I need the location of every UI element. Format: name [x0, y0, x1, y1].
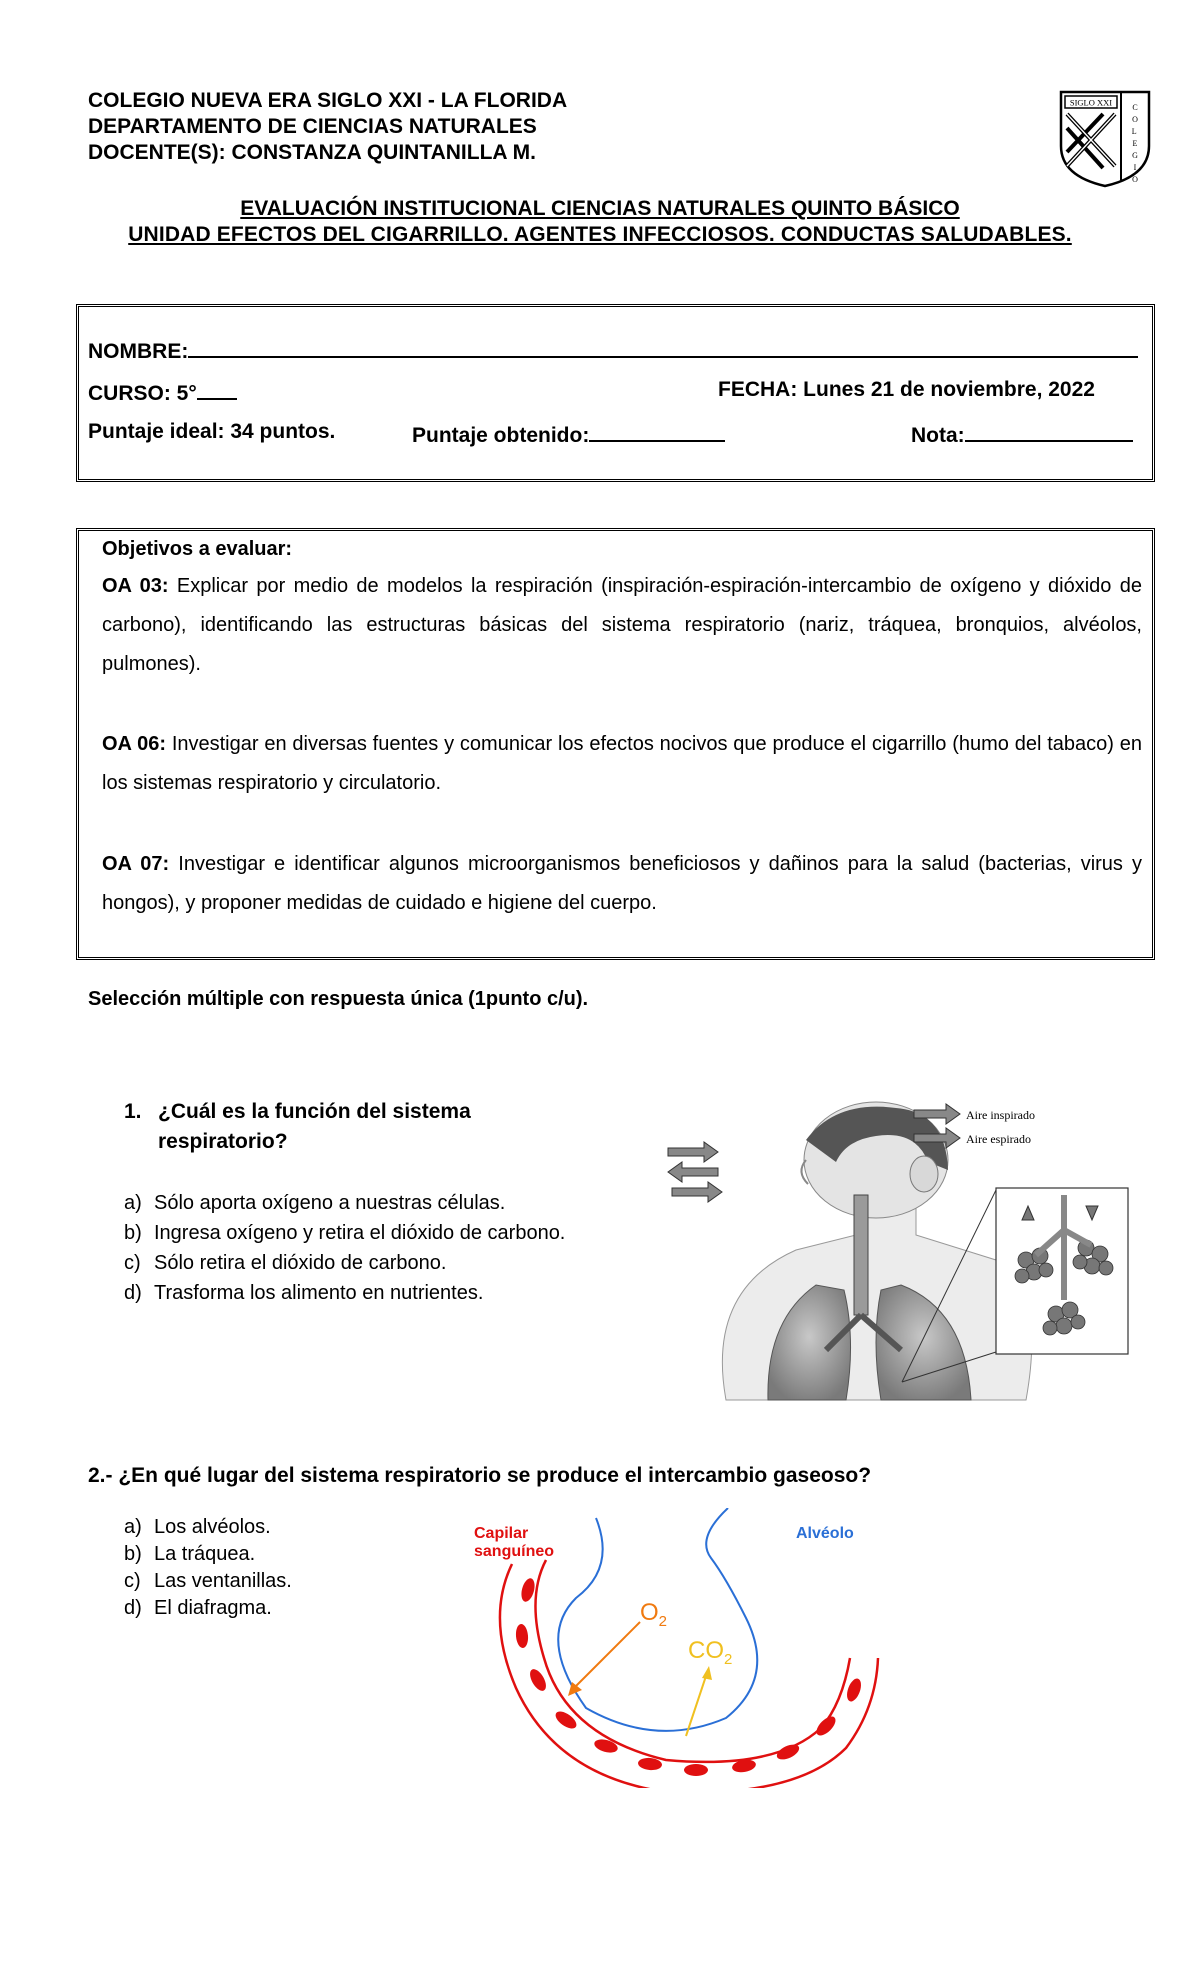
exam-title [0, 196, 1200, 248]
section-title: Selección múltiple con respuesta única (1punto c/u). [88, 988, 589, 1010]
name-blank[interactable] [188, 336, 1138, 358]
objectives-heading: Objetivos a evaluar: [102, 538, 293, 560]
school-logo [1055, 88, 1155, 188]
objective-code: OA 07: [102, 853, 170, 875]
capillary-label-1: Capilar [474, 1525, 529, 1542]
legend-inspired-air: Aire inspirado [966, 1108, 1035, 1122]
ideal-score: Puntaje ideal: 34 puntos. [88, 420, 336, 443]
course-blank[interactable] [197, 378, 237, 400]
capillary-label-2: sanguíneo [474, 1543, 555, 1560]
objective-code: OA 03: [102, 575, 169, 597]
objective-oa07 [102, 845, 1142, 923]
question-2-options [124, 1514, 292, 1622]
option-d[interactable]: d) El diafragma. [124, 1597, 272, 1619]
svg-text:SIGLO XXI: SIGLO XXI [1069, 97, 1113, 108]
name-label: NOMBRE: [88, 340, 189, 363]
teacher-name: DOCENTE(S): CONSTANZA QUINTANILLA M. [88, 141, 536, 164]
question-1-options [124, 1188, 565, 1308]
title-line-2: UNIDAD EFECTOS DEL CIGARRILLO. AGENTES INFECCIOSOS. CONDUCTAS SALUDABLES. [128, 223, 1072, 246]
name-field [88, 336, 1138, 364]
oxygen-label: $O_2$ [640, 1599, 668, 1630]
objective-code: OA 06: [102, 733, 166, 755]
option-a[interactable]: a) Los alvéolos. [124, 1516, 271, 1538]
objective-oa03 [102, 567, 1142, 684]
question-number: 1. [124, 1100, 142, 1123]
objective-oa06 [102, 725, 1142, 803]
option-b[interactable]: b) La tráquea. [124, 1543, 256, 1565]
obtained-score-label: Puntaje obtenido: [412, 424, 590, 447]
option-a[interactable]: a) Sólo aporta oxígeno a nuestras células. [124, 1192, 506, 1214]
grade-field [911, 420, 1133, 448]
option-c[interactable]: c) Sólo retira el dióxido de carbono. [124, 1252, 447, 1274]
respiratory-system-illustration [666, 1100, 1136, 1410]
objective-text: Explicar por medio de modelos la respiración (inspiración-espiración-intercambio de oxígeno y dióxido de carbono), identificando las estructuras básicas del sistema respiratorio (nariz, tráquea, bronquios, alvéolos, pulmones). [102, 575, 1142, 675]
grade-blank[interactable] [965, 420, 1133, 442]
option-b[interactable]: b) Ingresa oxígeno y retira el dióxido de carbono. [124, 1222, 566, 1244]
gas-exchange-diagram [466, 1508, 886, 1788]
course-field [88, 378, 237, 406]
title-line-1: EVALUACIÓN INSTITUCIONAL CIENCIAS NATURALES QUINTO BÁSICO [240, 197, 960, 220]
option-c[interactable]: c) Las ventanillas. [124, 1570, 292, 1592]
course-label: CURSO: 5° [88, 382, 197, 405]
date-text: FECHA: Lunes 21 de noviembre, 2022 [718, 378, 1095, 401]
question-1-line-2: respiratorio? [158, 1130, 288, 1153]
question-1 [124, 1097, 471, 1157]
objective-text: Investigar e identificar algunos microorganismos beneficiosos y dañinos para la salud (bacterias, virus y hongos), y proponer medidas de cuidado e higiene del cuerpo. [102, 853, 1142, 914]
option-d[interactable]: d) Trasforma los alimento en nutrientes. [124, 1282, 484, 1304]
obtained-score-blank[interactable] [589, 420, 725, 442]
question-2: 2.- ¿En qué lugar del sistema respiratorio se produce el intercambio gaseoso? [88, 1464, 872, 1487]
question-1-line-1: ¿Cuál es la función del sistema [158, 1100, 471, 1123]
carbon-dioxide-label: $CO_2$ [688, 1637, 733, 1668]
legend-expired-air: Aire espirado [966, 1132, 1031, 1146]
department-name: DEPARTAMENTO DE CIENCIAS NATURALES [88, 115, 537, 138]
objective-text: Investigar en diversas fuentes y comunicar los efectos nocivos que produce el cigarrillo (humo del tabaco) en los sistemas respiratorio y circulatorio. [102, 733, 1142, 794]
alveolus-label: Alvéolo [796, 1525, 854, 1542]
svg-text:COL EGIO: C O L E G I O [1131, 103, 1138, 184]
grade-label: Nota: [911, 424, 965, 447]
school-header [88, 88, 567, 166]
school-name: COLEGIO NUEVA ERA SIGLO XXI - LA FLORIDA [88, 89, 568, 112]
obtained-score-field [412, 420, 725, 448]
